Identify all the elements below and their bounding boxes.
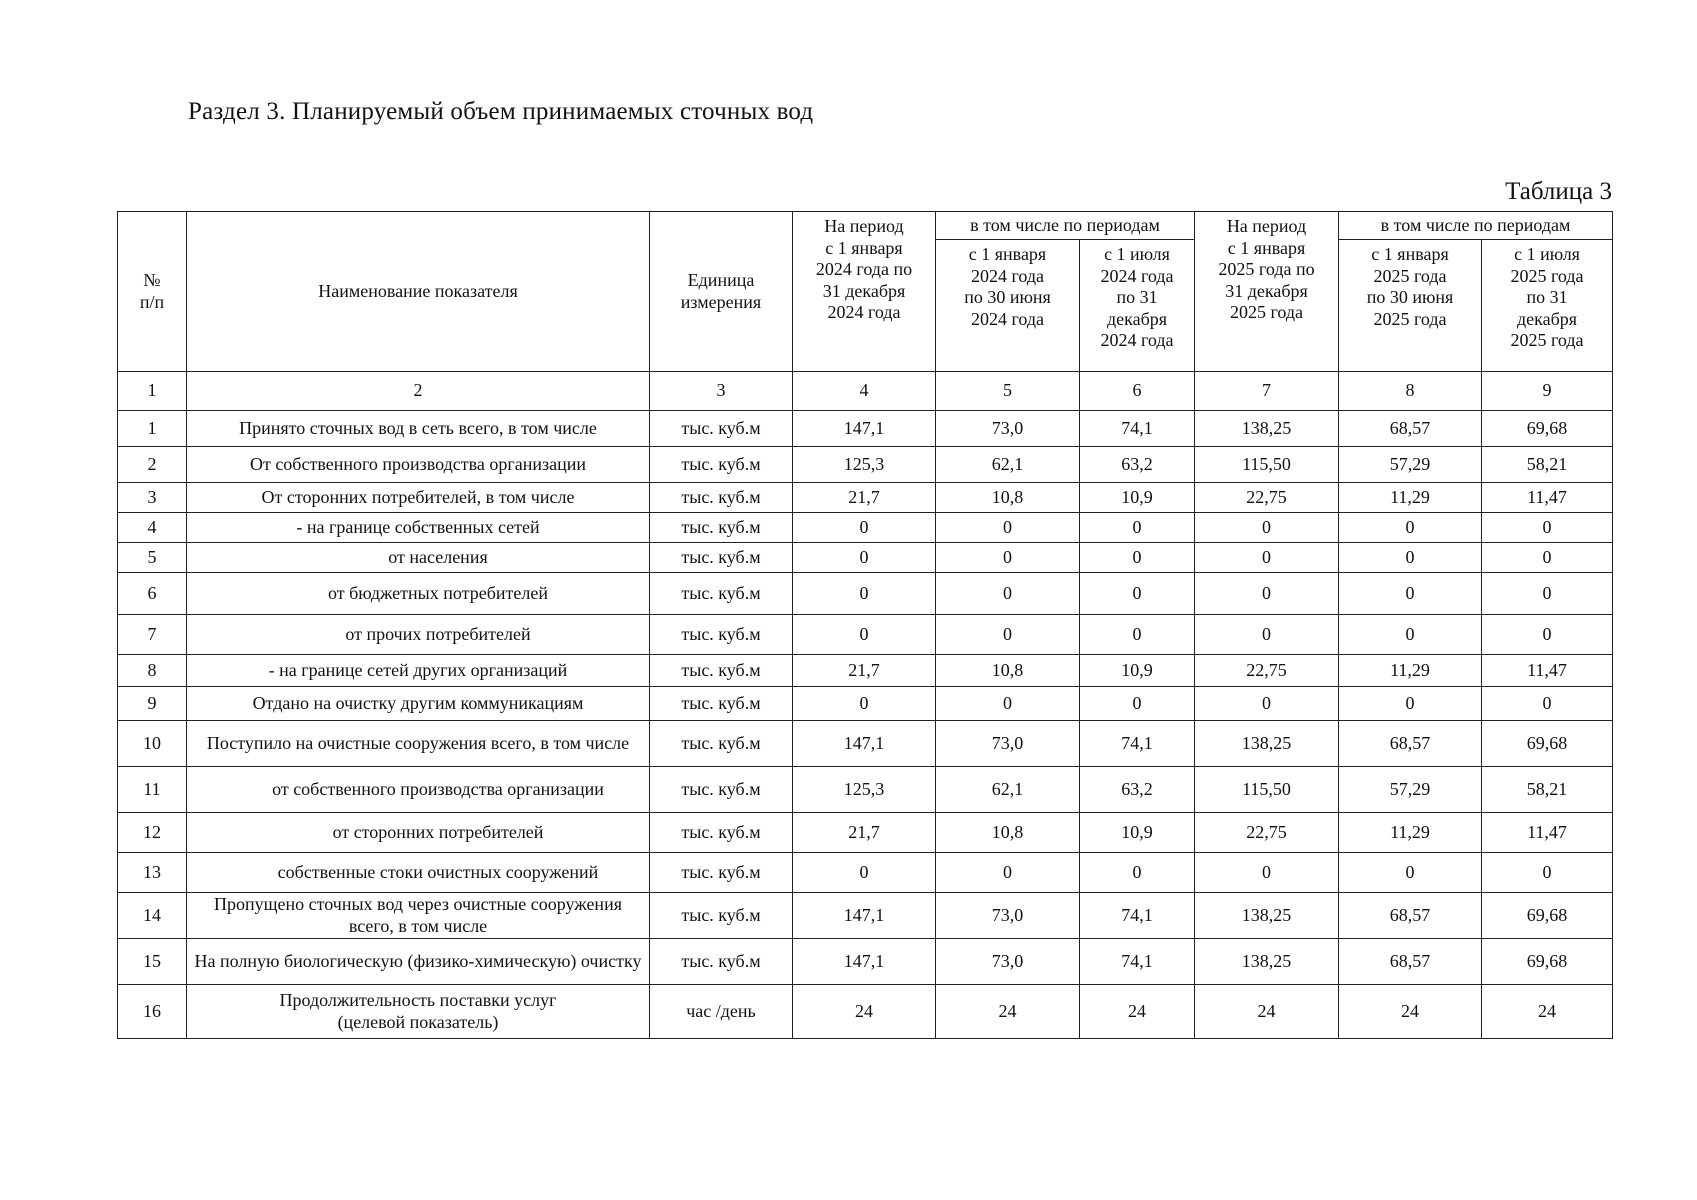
header-num: № п/п: [118, 212, 187, 372]
table-row: [118, 721, 1613, 767]
value-cell: 0: [793, 513, 936, 543]
indicator-name: - на границе сетей других организаций: [187, 655, 650, 687]
value-cell: 22,75: [1195, 813, 1339, 853]
value-cell: 69,68: [1482, 893, 1613, 939]
unit: тыс. куб.м: [650, 543, 793, 573]
value-cell: 138,25: [1195, 939, 1339, 985]
indicator-name: Пропущено сточных вод через очистные сооружения всего, в том числе: [187, 893, 650, 939]
value-cell: 0: [936, 543, 1080, 573]
value-cell: 0: [793, 573, 936, 615]
value-cell: 0: [1482, 513, 1613, 543]
value-cell: 24: [1482, 985, 1613, 1039]
value-cell: 0: [936, 615, 1080, 655]
value-cell: 10,9: [1080, 655, 1195, 687]
value-cell: 0: [1339, 687, 1482, 721]
column-number: 5: [936, 372, 1080, 411]
value-cell: 115,50: [1195, 447, 1339, 483]
indicator-name: от собственного производства организации: [187, 767, 650, 813]
column-number: 2: [187, 372, 650, 411]
value-cell: 0: [1195, 615, 1339, 655]
table-row: [118, 985, 1613, 1039]
row-number: 11: [118, 767, 187, 813]
value-cell: 0: [1482, 687, 1613, 721]
value-cell: 73,0: [936, 721, 1080, 767]
value-cell: 74,1: [1080, 411, 1195, 447]
value-cell: 138,25: [1195, 721, 1339, 767]
value-cell: 74,1: [1080, 893, 1195, 939]
value-cell: 0: [1195, 687, 1339, 721]
value-cell: 0: [793, 615, 936, 655]
value-cell: 0: [1482, 543, 1613, 573]
column-number: 6: [1080, 372, 1195, 411]
value-cell: 0: [1080, 513, 1195, 543]
value-cell: 0: [936, 853, 1080, 893]
value-cell: 74,1: [1080, 939, 1195, 985]
header-period-2025: На период с 1 января 2025 года по 31 декабря 2025 года: [1195, 212, 1339, 372]
column-number: 8: [1339, 372, 1482, 411]
value-cell: 147,1: [793, 939, 936, 985]
value-cell: 0: [1080, 853, 1195, 893]
value-cell: 0: [1080, 687, 1195, 721]
row-number: 3: [118, 483, 187, 513]
column-number: 7: [1195, 372, 1339, 411]
header-h1-2025: с 1 января 2025 года по 30 июня 2025 года: [1339, 240, 1482, 372]
value-cell: 0: [936, 513, 1080, 543]
value-cell: 22,75: [1195, 655, 1339, 687]
unit: тыс. куб.м: [650, 483, 793, 513]
table-row: [118, 543, 1613, 573]
unit: тыс. куб.м: [650, 939, 793, 985]
value-cell: 62,1: [936, 447, 1080, 483]
value-cell: 138,25: [1195, 893, 1339, 939]
unit: тыс. куб.м: [650, 655, 793, 687]
row-number: 13: [118, 853, 187, 893]
unit: тыс. куб.м: [650, 447, 793, 483]
indicator-name: Продолжительность поставки услуг (целевой показатель): [187, 985, 650, 1039]
value-cell: 69,68: [1482, 411, 1613, 447]
row-number: 14: [118, 893, 187, 939]
value-cell: 73,0: [936, 893, 1080, 939]
value-cell: 0: [1339, 543, 1482, 573]
value-cell: 24: [1080, 985, 1195, 1039]
row-number: 16: [118, 985, 187, 1039]
value-cell: 125,3: [793, 447, 936, 483]
table-caption: Таблица 3: [1505, 178, 1612, 205]
value-cell: 0: [1339, 513, 1482, 543]
indicators-table: [117, 211, 1613, 1039]
value-cell: 24: [793, 985, 936, 1039]
value-cell: 11,47: [1482, 813, 1613, 853]
value-cell: 10,9: [1080, 483, 1195, 513]
value-cell: 0: [1339, 853, 1482, 893]
value-cell: 57,29: [1339, 767, 1482, 813]
row-number: 4: [118, 513, 187, 543]
row-number: 2: [118, 447, 187, 483]
value-cell: 0: [1080, 543, 1195, 573]
table-row: [118, 483, 1613, 513]
value-cell: 0: [793, 543, 936, 573]
row-number: 9: [118, 687, 187, 721]
unit: тыс. куб.м: [650, 513, 793, 543]
indicator-name: Отдано на очистку другим коммуникациям: [187, 687, 650, 721]
value-cell: 0: [1482, 615, 1613, 655]
value-cell: 11,29: [1339, 655, 1482, 687]
value-cell: 63,2: [1080, 767, 1195, 813]
header-h1-2024: с 1 января 2024 года по 30 июня 2024 года: [936, 240, 1080, 372]
value-cell: 0: [936, 687, 1080, 721]
table-row: [118, 687, 1613, 721]
indicator-name: - на границе собственных сетей: [187, 513, 650, 543]
section-title: Раздел 3. Планируемый объем принимаемых сточных вод: [188, 98, 814, 125]
value-cell: 57,29: [1339, 447, 1482, 483]
value-cell: 21,7: [793, 655, 936, 687]
value-cell: 10,8: [936, 655, 1080, 687]
value-cell: 147,1: [793, 893, 936, 939]
indicator-name: На полную биологическую (физико-химическую) очистку: [187, 939, 650, 985]
unit: тыс. куб.м: [650, 411, 793, 447]
value-cell: 0: [1195, 853, 1339, 893]
value-cell: 0: [1339, 573, 1482, 615]
row-number: 12: [118, 813, 187, 853]
row-number: 6: [118, 573, 187, 615]
value-cell: 10,8: [936, 813, 1080, 853]
value-cell: 10,8: [936, 483, 1080, 513]
value-cell: 73,0: [936, 939, 1080, 985]
value-cell: 125,3: [793, 767, 936, 813]
row-number: 5: [118, 543, 187, 573]
value-cell: 68,57: [1339, 411, 1482, 447]
table-row: [118, 853, 1613, 893]
value-cell: 0: [1195, 543, 1339, 573]
indicator-name: от сторонних потребителей: [187, 813, 650, 853]
indicator-name: собственные стоки очистных сооружений: [187, 853, 650, 893]
unit: тыс. куб.м: [650, 615, 793, 655]
value-cell: 58,21: [1482, 767, 1613, 813]
value-cell: 73,0: [936, 411, 1080, 447]
table-row: [118, 411, 1613, 447]
value-cell: 0: [1080, 615, 1195, 655]
value-cell: 0: [1339, 615, 1482, 655]
indicator-name: Принято сточных вод в сеть всего, в том числе: [187, 411, 650, 447]
header-name: Наименование показателя: [187, 212, 650, 372]
column-number: 3: [650, 372, 793, 411]
row-number: 7: [118, 615, 187, 655]
unit: тыс. куб.м: [650, 813, 793, 853]
value-cell: 11,29: [1339, 813, 1482, 853]
table-row: [118, 447, 1613, 483]
value-cell: 24: [1339, 985, 1482, 1039]
unit: час /день: [650, 985, 793, 1039]
value-cell: 69,68: [1482, 721, 1613, 767]
value-cell: 147,1: [793, 411, 936, 447]
value-cell: 21,7: [793, 813, 936, 853]
value-cell: 68,57: [1339, 939, 1482, 985]
indicator-name: От сторонних потребителей, в том числе: [187, 483, 650, 513]
table-row: [118, 573, 1613, 615]
value-cell: 11,29: [1339, 483, 1482, 513]
value-cell: 0: [1195, 573, 1339, 615]
header-h2-2024: с 1 июля 2024 года по 31 декабря 2024 года: [1080, 240, 1195, 372]
unit: тыс. куб.м: [650, 721, 793, 767]
value-cell: 68,57: [1339, 893, 1482, 939]
table-row: [118, 939, 1613, 985]
value-cell: 0: [1195, 513, 1339, 543]
value-cell: 138,25: [1195, 411, 1339, 447]
header-subperiods-2024: в том числе по периодам: [936, 212, 1195, 240]
value-cell: 0: [1482, 573, 1613, 615]
table-row: [118, 615, 1613, 655]
value-cell: 62,1: [936, 767, 1080, 813]
unit: тыс. куб.м: [650, 767, 793, 813]
unit: тыс. куб.м: [650, 893, 793, 939]
value-cell: 0: [793, 853, 936, 893]
row-number: 8: [118, 655, 187, 687]
value-cell: 22,75: [1195, 483, 1339, 513]
table-row: [118, 813, 1613, 853]
value-cell: 11,47: [1482, 655, 1613, 687]
value-cell: 0: [936, 573, 1080, 615]
value-cell: 10,9: [1080, 813, 1195, 853]
header-unit: Единица измерения: [650, 212, 793, 372]
value-cell: 0: [1482, 853, 1613, 893]
header-h2-2025: с 1 июля 2025 года по 31 декабря 2025 года: [1482, 240, 1613, 372]
value-cell: 147,1: [793, 721, 936, 767]
table-row: [118, 655, 1613, 687]
value-cell: 115,50: [1195, 767, 1339, 813]
column-number: 1: [118, 372, 187, 411]
value-cell: 21,7: [793, 483, 936, 513]
value-cell: 74,1: [1080, 721, 1195, 767]
column-number: 4: [793, 372, 936, 411]
value-cell: 68,57: [1339, 721, 1482, 767]
value-cell: 0: [1080, 573, 1195, 615]
indicator-name: от населения: [187, 543, 650, 573]
unit: тыс. куб.м: [650, 687, 793, 721]
value-cell: 0: [793, 687, 936, 721]
table-row: [118, 513, 1613, 543]
table-row: [118, 893, 1613, 939]
value-cell: 58,21: [1482, 447, 1613, 483]
column-number: 9: [1482, 372, 1613, 411]
header-period-2024: На период с 1 января 2024 года по 31 декабря 2024 года: [793, 212, 936, 372]
value-cell: 24: [1195, 985, 1339, 1039]
table-row: [118, 767, 1613, 813]
value-cell: 69,68: [1482, 939, 1613, 985]
unit: тыс. куб.м: [650, 853, 793, 893]
value-cell: 11,47: [1482, 483, 1613, 513]
row-number: 1: [118, 411, 187, 447]
indicator-name: Поступило на очистные сооружения всего, в том числе: [187, 721, 650, 767]
header-subperiods-2025: в том числе по периодам: [1339, 212, 1613, 240]
unit: тыс. куб.м: [650, 573, 793, 615]
indicator-name: от бюджетных потребителей: [187, 573, 650, 615]
indicator-name: От собственного производства организации: [187, 447, 650, 483]
column-numbers-row: [118, 372, 1613, 411]
row-number: 15: [118, 939, 187, 985]
value-cell: 24: [936, 985, 1080, 1039]
row-number: 10: [118, 721, 187, 767]
indicator-name: от прочих потребителей: [187, 615, 650, 655]
value-cell: 63,2: [1080, 447, 1195, 483]
